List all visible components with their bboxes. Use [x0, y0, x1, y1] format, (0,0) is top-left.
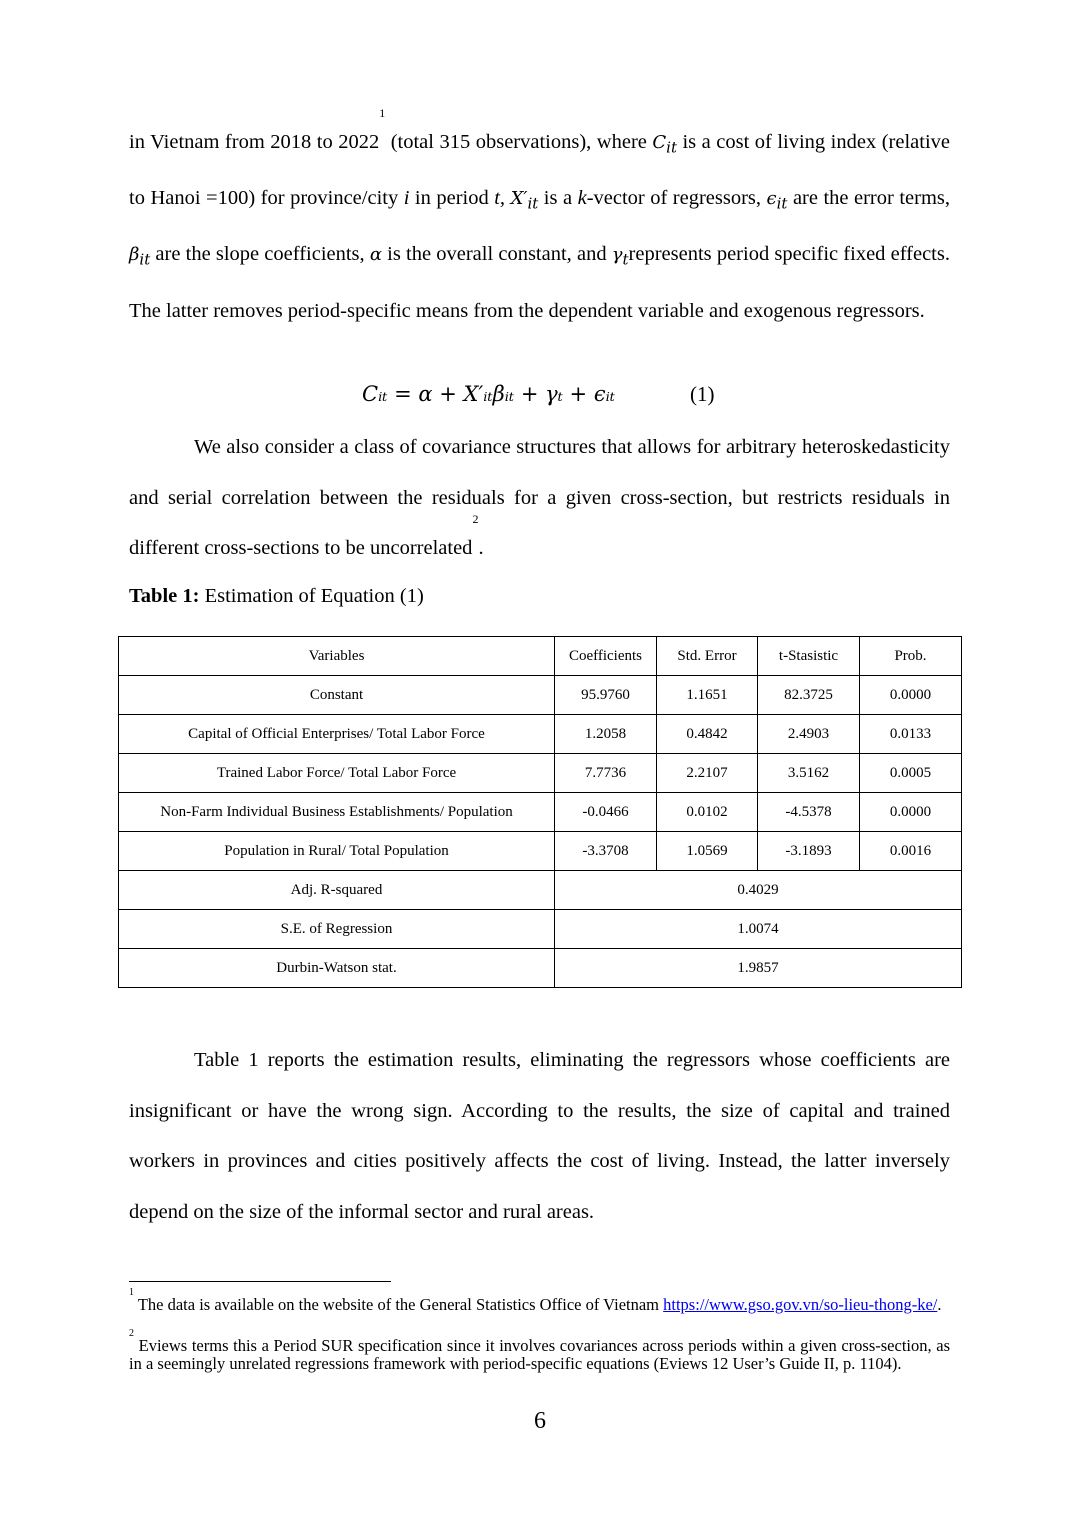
text-run: in period	[409, 187, 495, 210]
variable-cell: Non-Farm Individual Business Establishments/ Population	[119, 793, 555, 832]
stat-value-cell: 1.0074	[555, 910, 962, 949]
table-row	[119, 793, 962, 832]
table-row	[119, 676, 962, 715]
coefficient-cell: 7.7736	[555, 754, 657, 793]
footnote-ref-1[interactable]: 1	[379, 106, 386, 120]
math-beta	[129, 244, 151, 269]
math-subscript: t	[622, 250, 629, 269]
std-error-cell: 0.0102	[657, 793, 758, 832]
caption-label: Table 1:	[129, 585, 200, 607]
math-subscript: it	[527, 194, 539, 213]
prob-cell: 0.0000	[860, 676, 962, 715]
stat-label-cell: Durbin-Watson stat.	[119, 949, 555, 988]
italic-k: k	[577, 187, 587, 210]
t-statistic-cell: -3.1893	[758, 832, 860, 871]
variable-cell: Constant	[119, 676, 555, 715]
std-error-cell: 0.4842	[657, 715, 758, 754]
math-symbol: β	[129, 244, 140, 266]
math-subscript: it	[666, 138, 677, 157]
math-symbol: X	[510, 188, 524, 210]
italic-t: t,	[494, 187, 506, 210]
stat-label-cell: Adj. R-squared	[119, 871, 555, 910]
footnote-text: .	[937, 1295, 942, 1314]
footnote-text: Eviews terms this a Period SUR specification since it involves covariances across periods within a given cross-section, as in a seemingly unrelated regressions framework with period-specific equations (Eviews 12 User’s Guide II, p. 1104).	[129, 1336, 950, 1373]
variable-cell: Capital of Official Enterprises/ Total Labor Force	[119, 715, 555, 754]
footnote-divider	[129, 1281, 391, 1282]
equation-1: Cᵢₜ = α + X′ᵢₜβᵢₜ + γₜ + ϵᵢₜ	[362, 382, 615, 406]
table-row	[119, 715, 962, 754]
footnote-2	[129, 1328, 950, 1373]
stat-value-cell: 0.4029	[555, 871, 962, 910]
results-paragraph: Table 1 reports the estimation results, eliminating the regressors whose coefficients are insignificant or have the wrong sign. According to the results, the size of capital and trained workers in provinces and cities positively affects the cost of living. Instead, the latter inversely depend on the size of the informal sector and rural areas.	[129, 1049, 950, 1223]
intro-paragraph	[129, 106, 950, 336]
footnote-1	[129, 1287, 950, 1314]
table-caption	[129, 585, 424, 608]
math-symbol: C	[652, 132, 667, 153]
t-statistic-cell: 82.3725	[758, 676, 860, 715]
prob-cell: 0.0000	[860, 793, 962, 832]
footnote-mark: 2	[129, 1328, 134, 1339]
estimation-table	[118, 636, 962, 988]
footnote-ref-2[interactable]: 2	[472, 512, 479, 527]
math-subscript: it	[139, 250, 151, 269]
math-epsilon	[766, 188, 788, 213]
stat-value-cell: 1.9857	[555, 949, 962, 988]
coefficient-cell: -3.3708	[555, 832, 657, 871]
text-run: represents period specific fixed effects. The latter removes period-specific means from the dependent variable and exogenous regressors.	[129, 243, 950, 322]
coefficient-cell: 95.9760	[555, 676, 657, 715]
text-run: are the slope coefficients,	[150, 243, 370, 266]
std-error-cell: 1.0569	[657, 832, 758, 871]
stat-row	[119, 871, 962, 910]
prob-cell: 0.0016	[860, 832, 962, 871]
text-run: (total 315 observations), where	[385, 131, 653, 153]
page-number: 6	[534, 1408, 546, 1434]
equation-number: (1)	[690, 382, 715, 406]
math-prime: ′	[523, 188, 528, 210]
header-cell: Variables	[119, 637, 555, 676]
header-cell: t-Stasistic	[758, 637, 860, 676]
t-statistic-cell: 3.5162	[758, 754, 860, 793]
table-row	[119, 832, 962, 871]
footnote-mark: 1	[129, 1287, 134, 1298]
covariance-paragraph	[129, 422, 950, 574]
stat-label-cell: S.E. of Regression	[119, 910, 555, 949]
variable-cell: Population in Rural/ Total Population	[119, 832, 555, 871]
stat-row	[119, 949, 962, 988]
math-X	[510, 188, 539, 213]
math-gamma	[611, 244, 629, 269]
text-run: in Vietnam from 2018 to 2022	[129, 131, 380, 153]
text-run: is the overall constant, and	[382, 243, 612, 266]
text-run: -vector of regressors,	[586, 187, 767, 210]
coefficient-cell: 1.2058	[555, 715, 657, 754]
math-alpha: α	[369, 244, 382, 266]
text-run: is a cost of living index (relative to Hanoi =100) for province/city	[129, 131, 950, 210]
header-cell: Prob.	[860, 637, 962, 676]
math-C	[652, 132, 677, 157]
table-header-row	[119, 637, 962, 676]
header-cell: Coefficients	[555, 637, 657, 676]
t-statistic-cell: 2.4903	[758, 715, 860, 754]
math-symbol: ϵ	[766, 188, 777, 210]
std-error-cell: 1.1651	[657, 676, 758, 715]
italic-i: i	[403, 187, 410, 210]
variable-cell: Trained Labor Force/ Total Labor Force	[119, 754, 555, 793]
text-run: is a	[538, 187, 578, 210]
caption-text: Estimation of Equation (1)	[199, 585, 424, 607]
math-subscript: it	[776, 194, 788, 213]
prob-cell: 0.0005	[860, 754, 962, 793]
header-cell: Std. Error	[657, 637, 758, 676]
prob-cell: 0.0133	[860, 715, 962, 754]
coefficient-cell: -0.0466	[555, 793, 657, 832]
text-run: are the error terms,	[787, 187, 950, 210]
std-error-cell: 2.2107	[657, 754, 758, 793]
text-run: We also consider a class of covariance structures that allows for arbitrary heteroskedasticity and serial correlation between the residuals for a given cross-section, but restricts residuals in different cross-sections to be uncorrelated	[129, 436, 950, 560]
table-row	[119, 754, 962, 793]
t-statistic-cell: -4.5378	[758, 793, 860, 832]
math-symbol: γ	[611, 244, 623, 266]
footnote-text: The data is available on the website of the General Statistics Office of Vietnam	[134, 1295, 664, 1314]
text-run: .	[478, 537, 484, 560]
gso-link[interactable]: https://www.gso.gov.vn/so-lieu-thong-ke/	[663, 1295, 938, 1314]
stat-row	[119, 910, 962, 949]
